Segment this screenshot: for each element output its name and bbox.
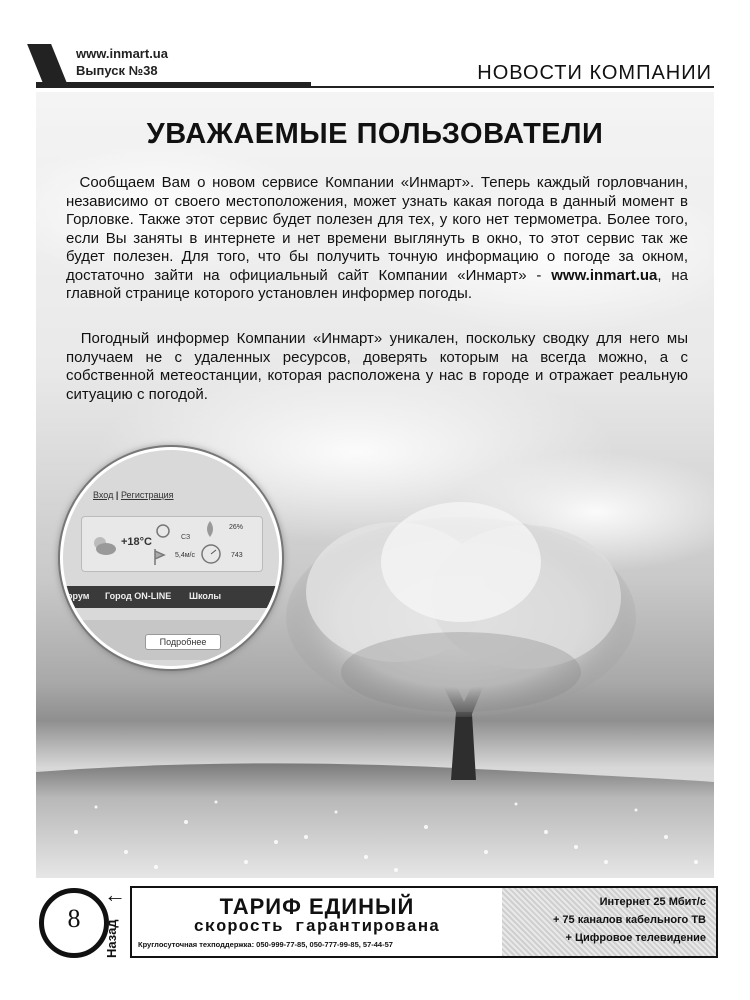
ad-support-phones: Круглосуточная техподдержка: 050-999-77-85, 050-777-99-85, 57-44-57: [138, 940, 393, 949]
humidity-drop-icon: [200, 519, 220, 539]
link-separator: |: [115, 490, 119, 500]
barometer-icon: [200, 543, 222, 565]
article-title: УВАЖАЕМЫЕ ПОЛЬЗОВАТЕЛИ: [146, 118, 604, 150]
site-url[interactable]: www.inmart.ua: [76, 46, 168, 61]
weather-informer-magnifier: [60, 447, 282, 669]
wind-flag-icon: [152, 547, 166, 567]
article-photo: [36, 92, 714, 878]
back-arrow-icon[interactable]: ←: [104, 882, 126, 907]
paragraph-1-text: Сообщаем Вам о новом сервисе Компании «Инмарт». Теперь каждый горловчанин, независимо от своего местоположения, может узнать какая погода в данный момент в Горловке. Также этот сервис будет полезен для тех, у кого нет термометра. Более того, если Вы заняты в интернете и нет времени выглянуть в окно, то этот сервис так же будет полезен. Для того, что бы получить точную информацию о погоде за окном, достаточно зайти на официальный сайт Компании «Инмарт» -: [66, 174, 688, 284]
tariff-ad-banner: [130, 886, 718, 958]
sun-cloud-icon: [88, 533, 118, 557]
wind-speed: 5,4м/с: [175, 552, 195, 559]
article-paragraph-1: [66, 174, 688, 304]
more-button[interactable]: Подробнее: [145, 634, 221, 650]
ad-subtitle: скорость гарантирована: [193, 918, 441, 937]
paragraph-1-tail: , на главной странице которого установлен информер погоды.: [66, 266, 688, 302]
ad-digital-tv: + Цифровое телевидение: [565, 932, 706, 944]
ad-internet-speed: Интернет 25 Мбит/с: [599, 896, 706, 908]
paragraph-2-text: Погодный информер Компании «Инмарт» уникален, поскольку сводку для него мы получаем не с удаленных ресурсов, доверять которым на всегда можно, а с собственной метеостанции, которая расположена у нас в городе и отражает реальную ситуацию с погодой.: [66, 330, 688, 403]
issue-number: Выпуск №38: [76, 63, 158, 78]
nav-item-forum[interactable]: орум: [67, 591, 90, 601]
humidity-value: 26%: [229, 524, 244, 531]
article-paragraph-2: [66, 330, 688, 404]
page-number: 8: [67, 904, 81, 933]
ad-title: ТАРИФ ЕДИНЫЙ: [219, 894, 415, 919]
header-rule: [36, 86, 714, 88]
ad-cable-tv: + 75 каналов кабельного ТВ: [552, 914, 706, 926]
nav-item-schools[interactable]: Школы: [189, 591, 222, 601]
thermometer-icon: [156, 521, 170, 541]
nav-item-city-online[interactable]: Город ON-LINE: [105, 591, 172, 601]
pressure-value: 743: [231, 552, 243, 559]
back-button[interactable]: Назад: [104, 919, 119, 958]
login-link[interactable]: Вход: [93, 490, 114, 500]
site-nav-bar: [63, 586, 279, 608]
section-title: НОВОСТИ КОМПАНИИ: [477, 62, 712, 84]
register-link[interactable]: Регистрация: [120, 490, 174, 500]
wind-direction: СЗ: [181, 534, 191, 541]
site-link[interactable]: www.inmart.ua: [551, 266, 658, 284]
temperature-value: +18°C: [121, 536, 153, 548]
auth-links: [93, 490, 174, 500]
